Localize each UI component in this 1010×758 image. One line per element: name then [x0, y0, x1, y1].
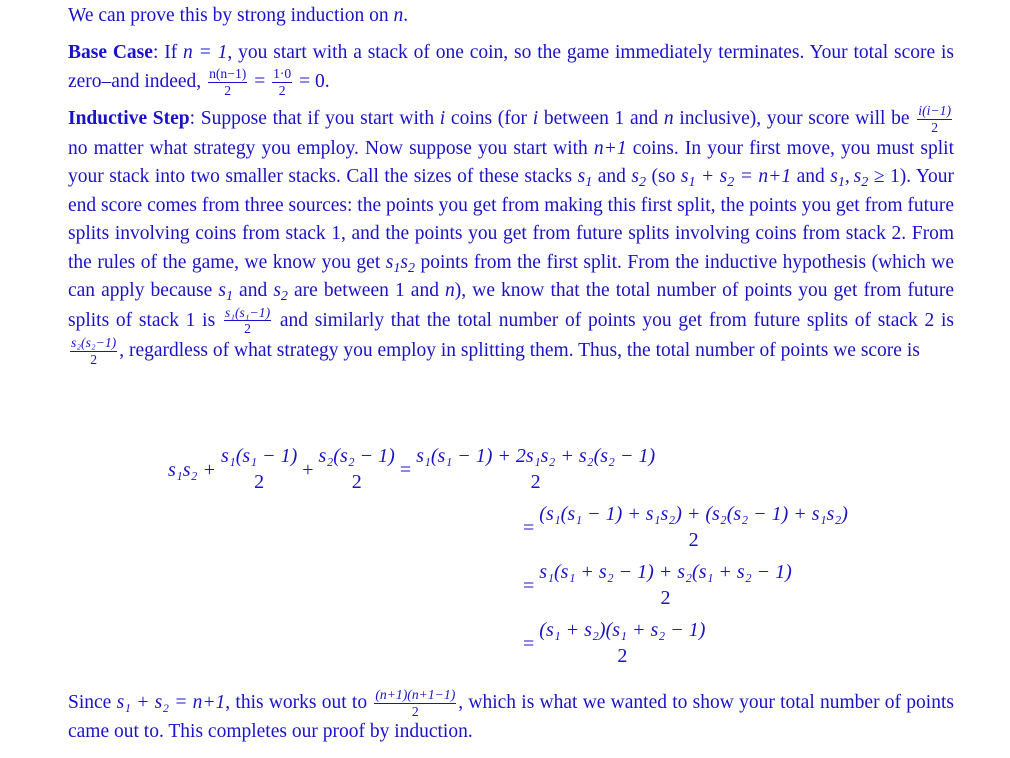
- hypothesis-fraction: [917, 104, 952, 134]
- frac-denominator: 2: [660, 587, 671, 609]
- step-fraction: [539, 620, 705, 667]
- frac-denominator: 2: [224, 82, 232, 98]
- math-s2: $s_2$: [273, 280, 288, 305]
- var-i: i: [532, 108, 539, 130]
- ind-text: , regardless of what strategy you employ in splitting them. Thus, the total number of points we score is: [119, 340, 920, 362]
- frac-numerator: n(n−1): [209, 66, 247, 81]
- var-i: i: [439, 108, 446, 130]
- frac-numerator: (n+1)(n+1−1): [375, 687, 456, 702]
- conclusion-paragraph: [68, 688, 954, 747]
- derivation-step-3: [518, 562, 792, 609]
- frac-denominator: 2: [278, 82, 286, 98]
- inductive-step-label: Inductive Step: [68, 108, 190, 130]
- stack1-fraction: [224, 306, 271, 336]
- var-n: n: [393, 5, 404, 26]
- frac-numerator: (s₁ + s₂)(s₁ + s₂ − 1): [539, 619, 706, 641]
- ind-text: : Suppose that if you start with: [189, 108, 440, 130]
- derivation-step-4: [518, 620, 705, 667]
- lhs-plus: +: [302, 458, 314, 481]
- step-equals: =: [523, 574, 535, 597]
- ind-text: coins. In your first move, you must split your stack into two smaller stacks. Call the sizes of these stacks: [68, 137, 954, 188]
- frac-numerator: 1·0: [273, 66, 292, 81]
- ind-text: and: [592, 166, 632, 188]
- lhs-prefix: s₁s₂ +: [168, 458, 216, 481]
- step-equals: =: [523, 632, 535, 655]
- stack2-fraction: [70, 336, 117, 366]
- ind-text: and similarly that the total number of points you get from future splits of stack 2 is: [273, 309, 954, 331]
- frac-denominator: 2: [90, 351, 98, 367]
- frac-numerator: s₁(s₁−1): [224, 304, 271, 320]
- conclusion-math: s₁ + s₂ = n+1: [116, 692, 226, 714]
- step-fraction: [539, 562, 792, 609]
- proof-page: [68, 0, 955, 743]
- ind-text: ), we know that the total number of points you get from future splits of stack 1 is: [68, 280, 955, 331]
- conclusion-text: , which is what we wanted to show your total number of points came out to. This completes our proof by induction.: [68, 692, 954, 743]
- frac-denominator: 2: [351, 471, 362, 493]
- base-fraction-2: [272, 67, 292, 97]
- intro-paragraph: [68, 2, 954, 31]
- derivation-lhs: [168, 446, 655, 493]
- intro-text: We can prove this by strong induction on: [68, 5, 394, 26]
- math-s1-plus-s2: $s_1 + s_2$: [680, 166, 735, 191]
- frac-numerator: s₁(s₁ − 1): [220, 445, 298, 467]
- ind-text: inclusive), your score will be: [673, 108, 916, 130]
- frac-numerator: (s₁(s₁ − 1) + s₁s₂) + (s₂(s₂ − 1) + s₁s₂): [539, 503, 848, 525]
- ind-text: are between 1 and: [287, 280, 446, 302]
- lhs-fraction-1: [221, 446, 297, 493]
- math-s1-s2: $s_1$, $s_2$: [830, 166, 869, 191]
- derivation-step-2: [518, 504, 848, 551]
- base-fraction-1: [208, 67, 247, 97]
- math-s2: $s_2$: [631, 166, 646, 191]
- step-fraction: [416, 446, 655, 493]
- ind-text: (so: [645, 166, 681, 188]
- base-text-a: : If: [152, 41, 184, 63]
- frac-numerator: s₁(s₁ − 1) + 2s₁s₂ + s₂(s₂ − 1): [416, 445, 656, 467]
- frac-denominator: 2: [411, 703, 419, 719]
- conclusion-text: , this works out to: [225, 692, 373, 714]
- frac-denominator: 2: [931, 119, 939, 135]
- frac-numerator: s₂(s₂−1): [71, 334, 117, 350]
- frac-numerator: s₁(s₁ + s₂ − 1) + s₂(s₁ + s₂ − 1): [539, 561, 792, 583]
- ind-text: no matter what strategy you employ. Now suppose you start with: [68, 137, 594, 159]
- base-condition: n = 1: [183, 41, 228, 63]
- inductive-step-paragraph: [68, 104, 954, 366]
- frac-denominator: 2: [688, 529, 699, 551]
- var-n: n: [663, 108, 674, 130]
- base-text-b: , you start with a stack of one coin, so the game immediately terminates. Your total score is zero–and indeed,: [68, 41, 954, 93]
- ind-text: ≥ 1). Your end score comes from three sources: the points you get from making this first split, the points you get from future splits involving coins from stack 1, and the points you get from future splits involving coins from stack 2. From the rules of the game, we know you get: [68, 166, 955, 273]
- math-s1: $s_1$: [218, 280, 233, 305]
- math-n-plus-1: n+1: [593, 137, 627, 159]
- frac-denominator: 2: [254, 471, 265, 493]
- ind-text: between 1 and: [538, 108, 664, 130]
- base-equals: =: [249, 71, 271, 93]
- conclusion-fraction: [374, 688, 456, 718]
- math-s1: $s_1$: [577, 166, 593, 191]
- frac-denominator: 2: [244, 321, 251, 337]
- base-result: = 0.: [294, 71, 330, 93]
- math-s1s2: $s_1s_2$: [385, 251, 415, 276]
- frac-denominator: 2: [530, 471, 541, 493]
- base-case-paragraph: [68, 39, 954, 98]
- intro-period: .: [403, 5, 409, 26]
- step-fraction: [539, 504, 848, 551]
- frac-numerator: i(i−1): [918, 103, 951, 119]
- math-equals-n-plus-1: = n+1: [739, 166, 792, 188]
- ind-text: points from the first split. From the inductive hypothesis (which we can apply because: [68, 251, 954, 302]
- step-equals: =: [399, 458, 412, 481]
- base-case-label: Base Case: [68, 41, 153, 63]
- ind-text: and: [791, 166, 831, 188]
- ind-text: coins (for: [445, 108, 533, 130]
- ind-text: and: [232, 280, 274, 302]
- var-n: n: [445, 280, 455, 302]
- conclusion-text: Since: [68, 692, 117, 714]
- frac-denominator: 2: [617, 645, 628, 667]
- lhs-fraction-2: [319, 446, 395, 493]
- frac-numerator: s₂(s₂ − 1): [318, 445, 395, 467]
- step-equals: =: [523, 516, 535, 539]
